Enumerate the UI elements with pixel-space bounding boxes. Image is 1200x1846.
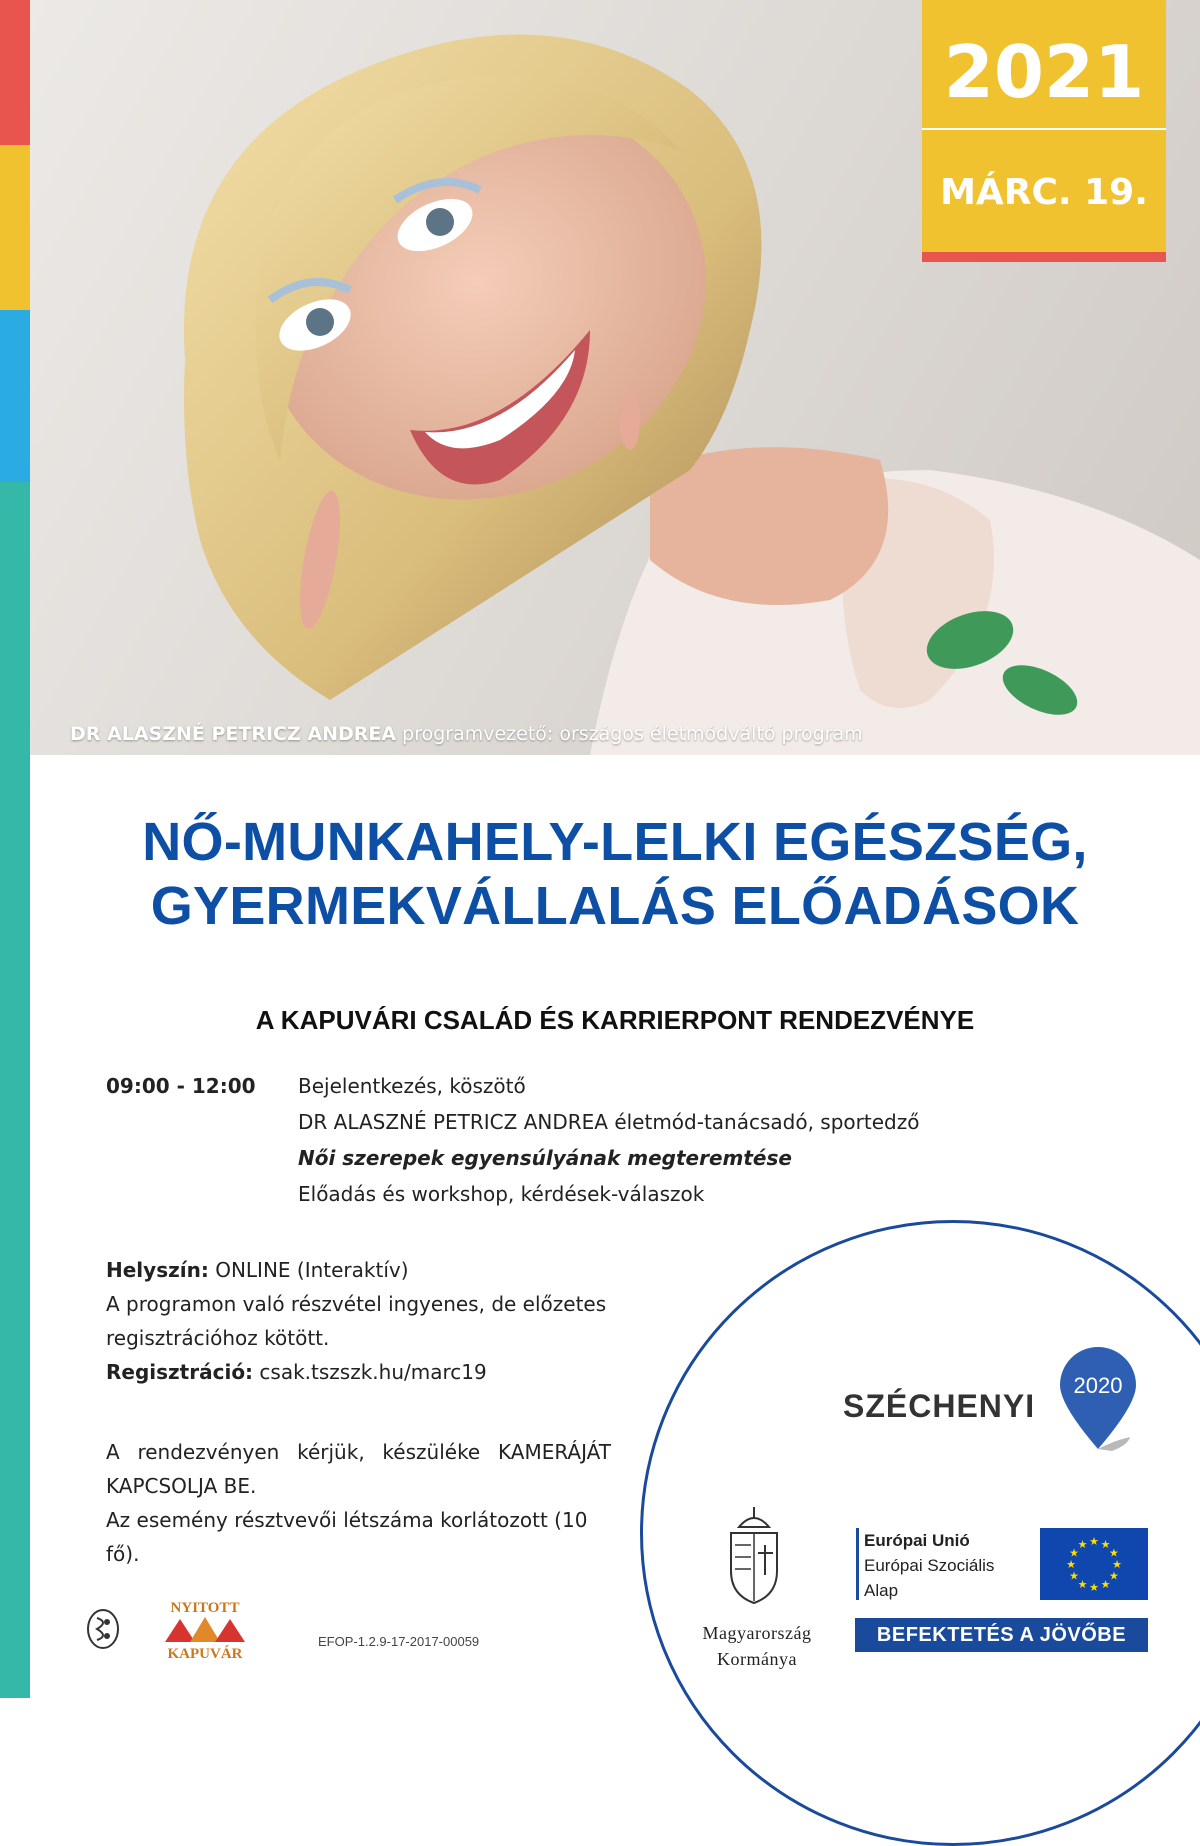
eu-divider [856, 1528, 859, 1600]
eu-star: ★ [1112, 1558, 1122, 1571]
registration-link[interactable]: csak.tszszk.hu/marc19 [253, 1360, 487, 1384]
schedule-line: Bejelentkezés, köszötő [298, 1074, 526, 1098]
caption-name: DR ALASZNÉ PETRICZ ANDREA [70, 723, 397, 745]
date-box [922, 0, 1166, 262]
szechenyi-logo-text: SZÉCHENYI [843, 1388, 1036, 1424]
schedule-topic: Női szerepek egyensúlyának megteremtése [298, 1146, 792, 1170]
coat-of-arms-icon [725, 1505, 783, 1609]
szechenyi-pin-logo [1058, 1345, 1138, 1457]
szechenyi-year: 2020 [1073, 1373, 1123, 1398]
stripe-blue [0, 310, 30, 482]
stripe-yellow [0, 145, 30, 310]
eu-line-3: Alap [864, 1581, 899, 1600]
map-pin-icon [1058, 1345, 1138, 1453]
eu-star: ★ [1077, 1538, 1088, 1552]
event-day: MÁRC. 19. [940, 172, 1148, 213]
eu-star: ★ [1100, 1577, 1111, 1591]
invest-banner: BEFEKTETÉS A JÖVŐBE [855, 1618, 1148, 1652]
partner-name-1: NYITOTT [170, 1600, 240, 1616]
eu-flag-icon [1040, 1528, 1148, 1600]
registration-label: Regisztráció: [106, 1360, 254, 1384]
schedule-line: DR ALASZNÉ PETRICZ ANDREA életmód-tanácsadó, sportedző [298, 1110, 920, 1134]
people-icon [145, 1614, 265, 1644]
eu-star: ★ [1069, 1546, 1080, 1560]
limit-notice: Az esemény résztvevői létszáma korlátozott (10 fő). [106, 1508, 588, 1566]
crest-icon [725, 1505, 783, 1605]
eu-star: ★ [1100, 1538, 1111, 1552]
eu-line-2: Európai Szociális [864, 1556, 995, 1575]
project-code: EFOP-1.2.9-17-2017-00059 [318, 1634, 480, 1649]
government-logo-text [682, 1620, 832, 1672]
eu-star: ★ [1077, 1577, 1088, 1591]
page-subtitle: A KAPUVÁRI CSALÁD ÉS KARRIERPONT RENDEZVÉNYE [255, 1005, 975, 1035]
stripe-red [0, 0, 30, 145]
eu-star: ★ [1089, 1535, 1099, 1548]
partner-emblem-logo [85, 1608, 121, 1654]
event-details [106, 1253, 611, 1389]
eu-star: ★ [1066, 1558, 1076, 1571]
location-value: ONLINE (Interaktív) [208, 1258, 409, 1282]
eu-star: ★ [1108, 1569, 1119, 1583]
eu-star: ★ [1108, 1546, 1119, 1560]
eu-star: ★ [1069, 1569, 1080, 1583]
caption-role: programvezető: országos életmódváltó program [396, 723, 863, 745]
title-line-2: GYERMEKVÁLLALÁS ELŐADÁSOK [150, 876, 1080, 936]
title-line-1: NŐ-MUNKAHELY-LELKI EGÉSZSÉG, [142, 812, 1088, 872]
emblem-icon [85, 1608, 121, 1650]
location-label: Helyszín: [106, 1258, 209, 1282]
schedule-time: 09:00 - 12:00 [106, 1074, 256, 1098]
event-year: 2021 [943, 30, 1145, 114]
photo-caption [70, 723, 863, 745]
registration-row [106, 1355, 611, 1389]
schedule-line: Előadás és workshop, kérdések-válaszok [298, 1182, 705, 1206]
date-separator [922, 128, 1166, 130]
gov-line-1: Magyarország [702, 1623, 812, 1643]
partner-name-2: KAPUVÁR [167, 1646, 243, 1662]
fee-text: A programon való részvétel ingyenes, de előzetes regisztrációhoz kötött. [106, 1292, 607, 1350]
eu-logo-text [864, 1528, 994, 1603]
page-title [30, 810, 1200, 938]
eu-stars-icon [1040, 1528, 1148, 1600]
stripe-teal [0, 482, 30, 1698]
gov-line-2: Kormánya [717, 1649, 797, 1669]
eu-star: ★ [1089, 1581, 1099, 1594]
eu-line-1: Európai Unió [864, 1531, 970, 1550]
camera-notice: A rendezvényen kérjük, készüléke KAMERÁJÁT KAPCSOLJA BE. [106, 1440, 611, 1498]
location-row [106, 1253, 611, 1287]
date-accent-bar [922, 252, 1166, 262]
